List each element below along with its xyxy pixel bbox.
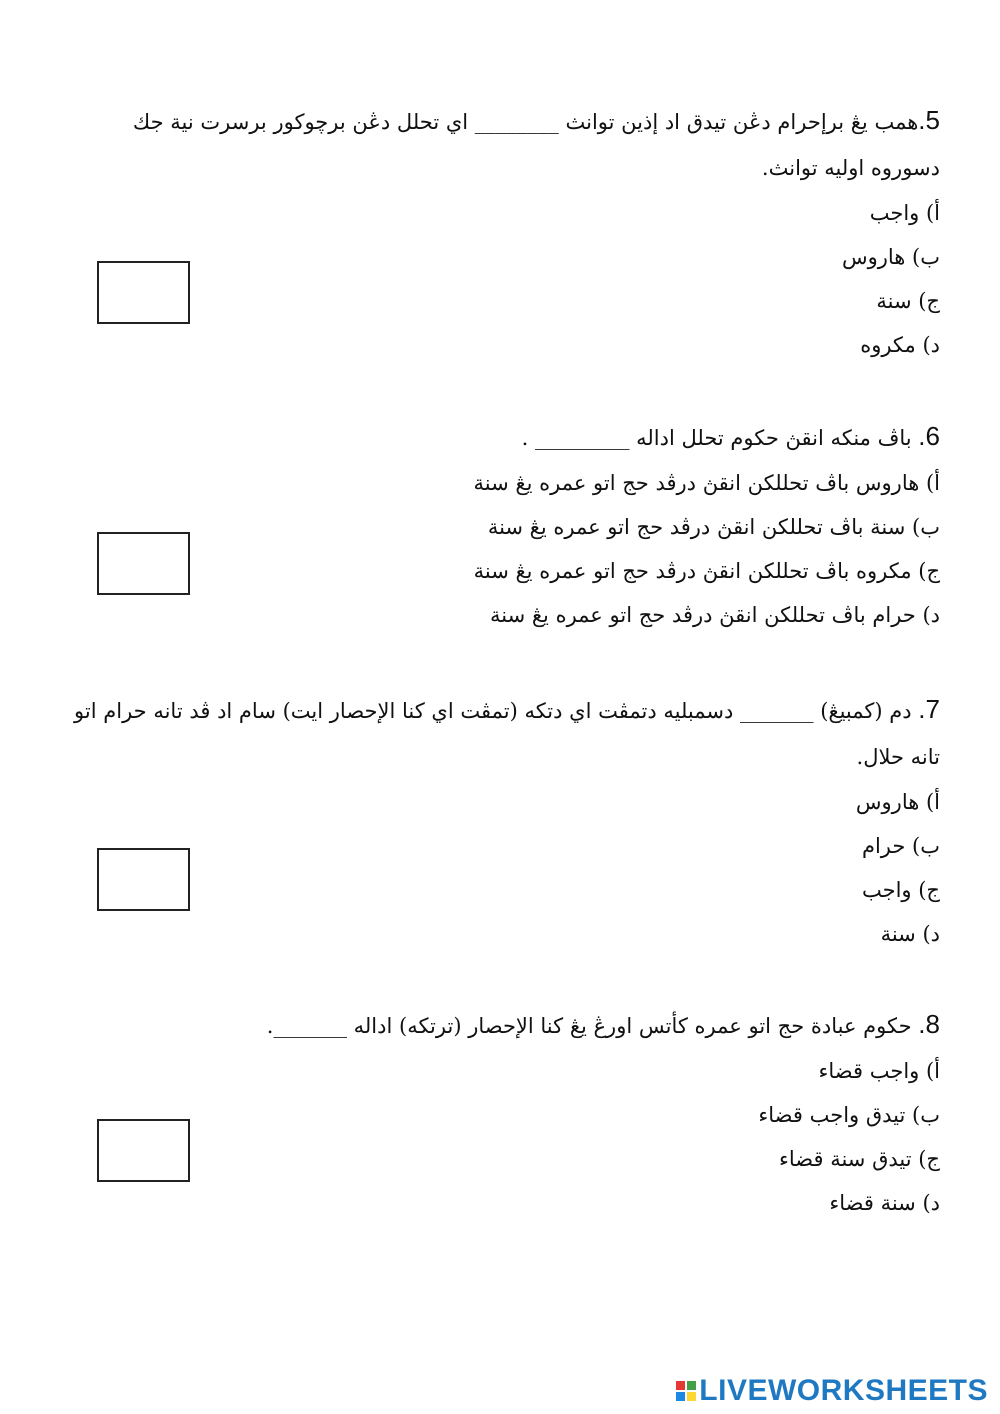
answer-box-8[interactable] (97, 1119, 190, 1182)
question-8-option-a: أ) واجب قضاء (818, 1059, 940, 1083)
question-8-option-d: د) سنة قضاء (829, 1191, 940, 1215)
question-8-number: 8. (918, 1009, 940, 1039)
question-5-option-a: أ) واجب (869, 201, 940, 225)
question-8-text: حكوم عبادة حج اتو عمره كأتس اورڠ يڠ كنا الإحصار (ترتكه) اداله _______. (266, 1014, 912, 1038)
question-6-number: 6. (918, 421, 940, 451)
question-7-option-d: د) سنة (880, 922, 940, 946)
question-6-option-b: ب) سنة باڤ تحللكن انقڽ درڤد حج اتو عمره يڠ سنة (487, 515, 940, 539)
question-6-option-a: أ) هاروس باڤ تحللكن انقڽ درڤد حج اتو عمره يڠ سنة (473, 471, 940, 495)
question-7 (72, 686, 940, 956)
question-7-number: 7. (918, 694, 940, 724)
question-8-option-c: ج) تيدق سنة قضاء (779, 1147, 940, 1171)
question-8-option-b: ب) تيدق واجب قضاء (758, 1103, 940, 1127)
liveworksheets-logo (676, 1374, 988, 1408)
question-5-option-c: ج) سنة (876, 289, 940, 313)
question-8 (267, 1001, 940, 1225)
question-7-option-c: ج) واجب (861, 878, 940, 902)
question-7-option-b: ب) حرام (861, 834, 940, 858)
question-5-number: 5. (918, 105, 940, 135)
answer-box-6[interactable] (97, 532, 190, 595)
question-6 (474, 413, 940, 637)
question-7-text: دم (كمبيڠ) _______ دسمبليه دتمڤت اي دتكه (تمڤت اي كنا الإحصار ايت) سام اد ڤد تانه حرام اتو تانه حلال. (74, 699, 940, 769)
question-5-option-b: ب) هاروس (841, 245, 940, 269)
question-6-option-d: د) حرام باڤ تحللكن انقڽ درڤد حج اتو عمره يڠ سنة (490, 603, 940, 627)
question-8-stem (267, 1001, 940, 1049)
question-5-text: همب يڠ برإحرام دڠن تيدق اد إذين توانث ________ اي تحلل دڠن برچوكور برسرت نية جك دسوروه اوليه توانث. (132, 110, 940, 180)
question-7-option-a: أ) هاروس (855, 790, 940, 814)
question-5-option-d: د) مكروه (860, 333, 940, 357)
question-6-option-c: ج) مكروه باڤ تحللكن انقڽ درڤد حج اتو عمره يڠ سنة (473, 559, 940, 583)
logo-grid-icon (676, 1381, 696, 1401)
question-6-text: باڤ منكه انقڽ حكوم تحلل اداله _________ . (521, 426, 912, 450)
question-7-stem (72, 686, 940, 780)
question-6-stem (474, 413, 940, 461)
brand-name: LIVEWORKSHEETS (699, 1374, 988, 1407)
question-5-stem (80, 97, 940, 191)
question-5 (80, 97, 940, 367)
answer-box-7[interactable] (97, 848, 190, 911)
answer-box-5[interactable] (97, 261, 190, 324)
